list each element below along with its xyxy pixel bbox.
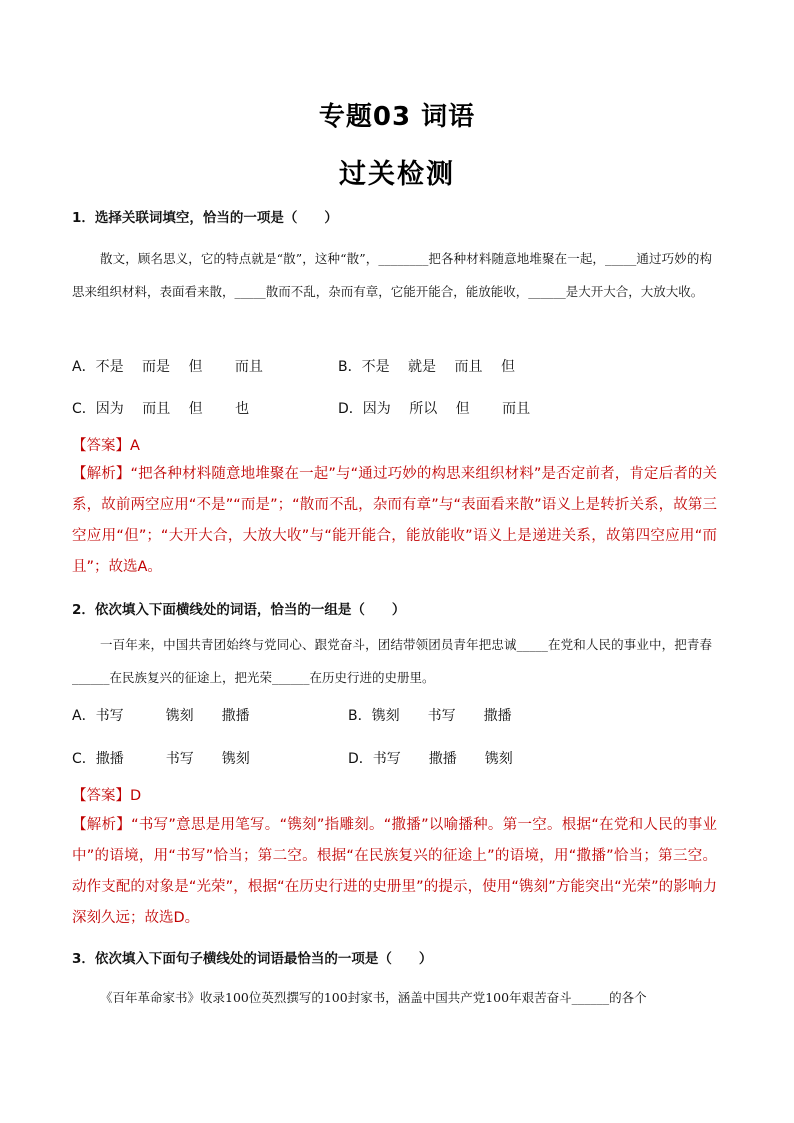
question-2-analysis: 【解析】“书写”意思是用笔写。“镌刻”指雕刻。“撒播”以喻播种。第一空。根据“在党和人民的事业中”的语境，用“书写”恰当；第二空。根据“在民族复兴的征途上”的语境，用“撒播”恰当；第三空。动作支配的对象是“光荣”，根据“在历史行进的史册里”的提示，使用“镌刻”方能突出“光荣”的影响力深刻久远；故选D。: [72, 817, 717, 926]
question-2-option-d: D．书写 撒播 镌刻: [348, 751, 513, 767]
question-2-option-a: A．书写 镌刻 撒播: [72, 708, 250, 724]
question-2-passage: 一百年来，中国共青团始终与党同心、跟党奋斗，团结带领团员青年把忠诚_____在党和人民的事业中，把青春______在民族复兴的征途上，把光荣______在历史行进的史册里。: [72, 637, 712, 685]
question-1-analysis: 【解析】“把各种材料随意地堆聚在一起”与“通过巧妙的构思来组织材料”是否定前者，肯定后者的关系，故前两空应用“不是”“而是”；“散而不乱，杂而有章”与“表面看来散”语义上是转折关系，故第三空应用“但”；“大开大合，大放大收”与“能开能合，能放能收”语义上是递进关系，故第四空应用“而且”；故选A。: [72, 466, 717, 575]
question-1-option-c: C．因为 而且 但 也: [72, 401, 250, 417]
question-1-option-d: D．因为 所以 但 而且: [338, 401, 531, 417]
question-2-option-b: B．镌刻 书写 撒播: [348, 708, 512, 724]
question-1-stem: 1．选择关联词填空，恰当的一项是（ ）: [72, 210, 338, 226]
question-2-answer: 【答案】D: [72, 788, 142, 804]
document-title: 专题03 词语: [318, 102, 476, 132]
question-3-passage: 《百年革命家书》收录100位英烈撰写的100封家书，涵盖中国共产党100年艰苦奋斗______的各个: [100, 990, 647, 1005]
question-2-option-c: C．撒播 书写 镌刻: [72, 751, 250, 767]
document-subtitle: 过关检测: [339, 159, 455, 190]
question-3-stem: 3．依次填入下面句子横线处的词语最恰当的一项是（ ）: [72, 951, 433, 967]
question-1-answer: 【答案】A: [72, 438, 140, 454]
question-2-stem: 2．依次填入下面横线处的词语，恰当的一组是（ ）: [72, 602, 406, 618]
question-1-option-a: A．不是 而是 但 而且: [72, 359, 263, 375]
question-1-option-b: B．不是 就是 而且 但: [338, 359, 515, 375]
question-1-passage: 散文，顾名思义，它的特点就是“散”，这种“散”，________把各种材料随意地堆聚在一起，_____通过巧妙的构思来组织材料，表面看来散，_____散而不乱，杂而有章，它能开能合，能放能收，______是大开大合，大放大收。: [72, 251, 712, 299]
